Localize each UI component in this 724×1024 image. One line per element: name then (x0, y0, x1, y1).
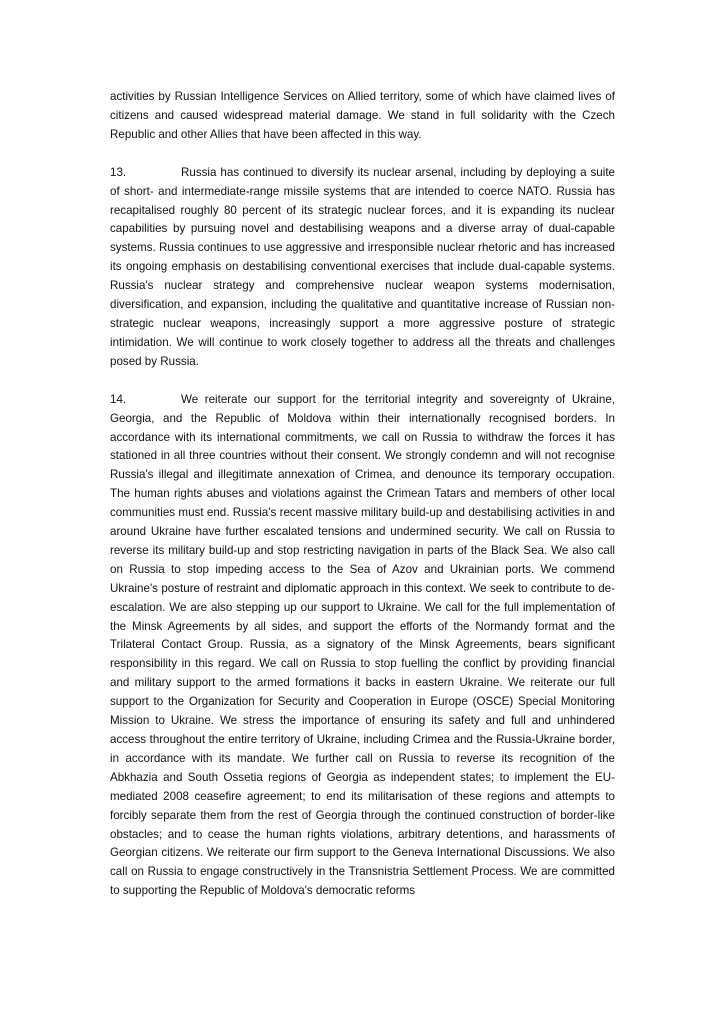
paragraph-number: 14. (110, 392, 127, 406)
paragraph-text: activities by Russian Intelligence Services on Allied territory, some of which have claimed lives of citizens and caused widespread material damage. We stand in full solidarity with the Czech Republic and other Allies that have been affected in this way. (110, 90, 615, 141)
paragraph-number: 13. (110, 165, 127, 179)
paragraph-13 (110, 164, 615, 372)
document-body (110, 88, 615, 920)
paragraph-14 (110, 391, 615, 901)
paragraph-continuation (110, 88, 615, 145)
paragraph-text: Russia has continued to diversify its nuclear arsenal, including by deploying a suite of short- and intermediate-range missile systems that are intended to coerce NATO. Russia has recapitalised roughly 80 percent of its strategic nuclear forces, and it is expanding its nuclear capabilities by pursuing novel and destabilising weapons and a diverse array of dual-capable systems. Russia continues to use aggressive and irresponsible nuclear rhetoric and has increased its ongoing emphasis on destabilising conventional exercises that include dual-capable systems. Russia's nuclear strategy and comprehensive nuclear weapon systems modernisation, diversification, and expansion, including the qualitative and quantitative increase of Russian non-strategic nuclear weapons, increasingly support a more aggressive posture of strategic intimidation. We will continue to work closely together to address all the threats and challenges posed by Russia. (110, 165, 615, 368)
paragraph-text: We reiterate our support for the territorial integrity and sovereignty of Ukraine, Georgia, and the Republic of Moldova within their internationally recognised borders. In accordance with its international commitments, we call on Russia to withdraw the forces it has stationed in all three countries without their consent. We strongly condemn and will not recognise Russia's illegal and illegitimate annexation of Crimea, and denounce its temporary occupation. The human rights abuses and violations against the Crimean Tatars and members of other local communities must end. Russia's recent massive military build-up and destabilising activities in and around Ukraine have further escalated tensions and undermined security. We call on Russia to reverse its military build-up and stop restricting navigation in parts of the Black Sea. We also call on Russia to stop impeding access to the Sea of Azov and Ukrainian ports. We commend Ukraine's posture of restraint and diplomatic approach in this context. We seek to contribute to de-escalation. We are also stepping up our support to Ukraine. We call for the full implementation of the Minsk Agreements by all sides, and support the efforts of the Normandy format and the Trilateral Contact Group. Russia, as a signatory of the Minsk Agreements, bears significant responsibility in this regard. We call on Russia to stop fuelling the conflict by providing financial and military support to the armed formations it backs in eastern Ukraine. We reiterate our full support to the Organization for Security and Cooperation in Europe (OSCE) Special Monitoring Mission to Ukraine. We stress the importance of ensuring its safety and full and unhindered access throughout the entire territory of Ukraine, including Crimea and the Russia-Ukraine border, in accordance with its mandate. We further call on Russia to reverse its recognition of the Abkhazia and South Ossetia regions of Georgia as independent states; to implement the EU-mediated 2008 ceasefire agreement; to end its militarisation of these regions and attempts to forcibly separate them from the rest of Georgia through the continued construction of border-like obstacles; and to cease the human rights violations, arbitrary detentions, and harassments of Georgian citizens. We reiterate our firm support to the Geneva International Discussions. We also call on Russia to engage constructively in the Transnistria Settlement Process. We are committed to supporting the Republic of Moldova's democratic reforms (110, 392, 615, 898)
